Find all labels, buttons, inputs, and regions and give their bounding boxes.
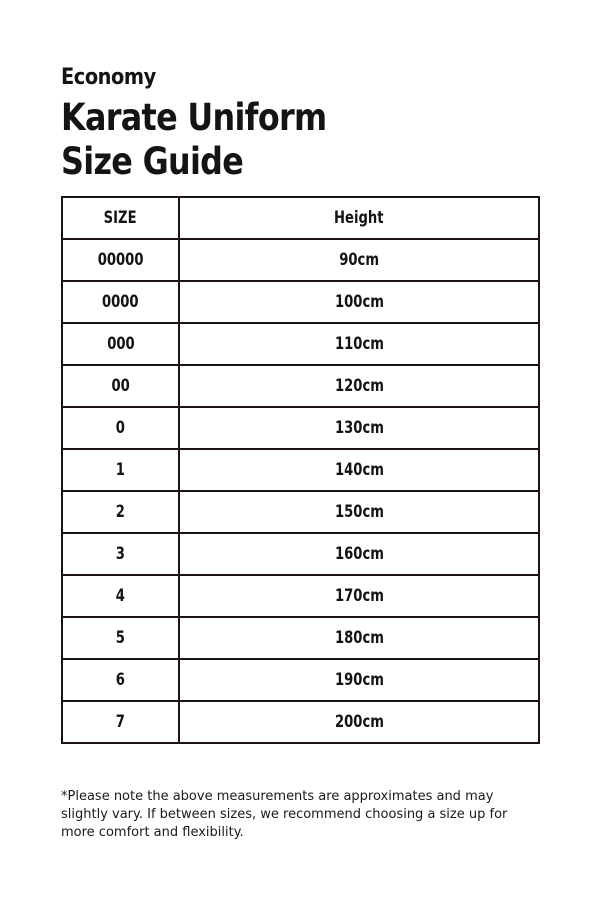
size-value: 00000 [97,250,144,270]
size-value: 7 [115,712,126,732]
height-value: 160cm [334,544,384,564]
table-row [62,323,539,365]
table-row [62,659,539,701]
height-cell [179,659,539,701]
table-row [62,533,539,575]
size-cell [62,617,179,659]
height-cell [179,323,539,365]
size-cell [62,323,179,365]
size-value: 0000 [102,292,139,312]
size-cell [62,533,179,575]
table-row [62,407,539,449]
size-column-header-label: SIZE [104,208,137,228]
size-value: 000 [106,334,135,354]
height-value: 90cm [339,250,379,270]
size-cell [62,281,179,323]
size-value: 1 [115,460,126,480]
height-cell [179,407,539,449]
size-value: 00 [111,376,130,396]
table-row [62,281,539,323]
size-value: 3 [115,544,126,564]
height-cell [179,281,539,323]
size-column-header [62,197,179,239]
height-value: 140cm [334,460,384,480]
table-header-row [62,197,539,239]
height-value: 130cm [334,418,384,438]
page-title-line-2: Size Guide [61,140,244,183]
size-value: 2 [115,502,126,522]
height-value: 200cm [334,712,384,732]
page-header [61,64,370,184]
height-value: 190cm [334,670,384,690]
table-row [62,365,539,407]
height-value: 170cm [334,586,384,606]
size-cell [62,365,179,407]
table-row [62,701,539,743]
height-cell [179,239,539,281]
height-column-header [179,197,539,239]
size-guide-table [61,196,540,744]
size-value: 0 [115,418,126,438]
table-row [62,491,539,533]
size-value: 5 [115,628,126,648]
height-value: 150cm [334,502,384,522]
table-row [62,239,539,281]
height-cell [179,617,539,659]
size-value: 6 [115,670,126,690]
size-cell [62,407,179,449]
size-cell [62,701,179,743]
disclaimer-note: *Please note the above measurements are approximates and may slightly vary. If between sizes, we recommend choosing a size up for more comfort and flexibility. [61,789,508,840]
size-value: 4 [115,586,126,606]
height-value: 100cm [334,292,384,312]
height-cell [179,533,539,575]
size-cell [62,575,179,617]
height-value: 180cm [334,628,384,648]
size-cell [62,239,179,281]
height-cell [179,365,539,407]
table-row [62,449,539,491]
height-value: 110cm [334,334,384,354]
product-line-label: Economy [61,65,156,90]
height-cell [179,701,539,743]
page-title-line-1: Karate Uniform [61,96,327,139]
height-value: 120cm [334,376,384,396]
size-cell [62,491,179,533]
size-cell [62,449,179,491]
height-cell [179,449,539,491]
height-cell [179,491,539,533]
height-cell [179,575,539,617]
height-column-header-label: Height [334,208,384,228]
table-row [62,617,539,659]
table-row [62,575,539,617]
size-cell [62,659,179,701]
